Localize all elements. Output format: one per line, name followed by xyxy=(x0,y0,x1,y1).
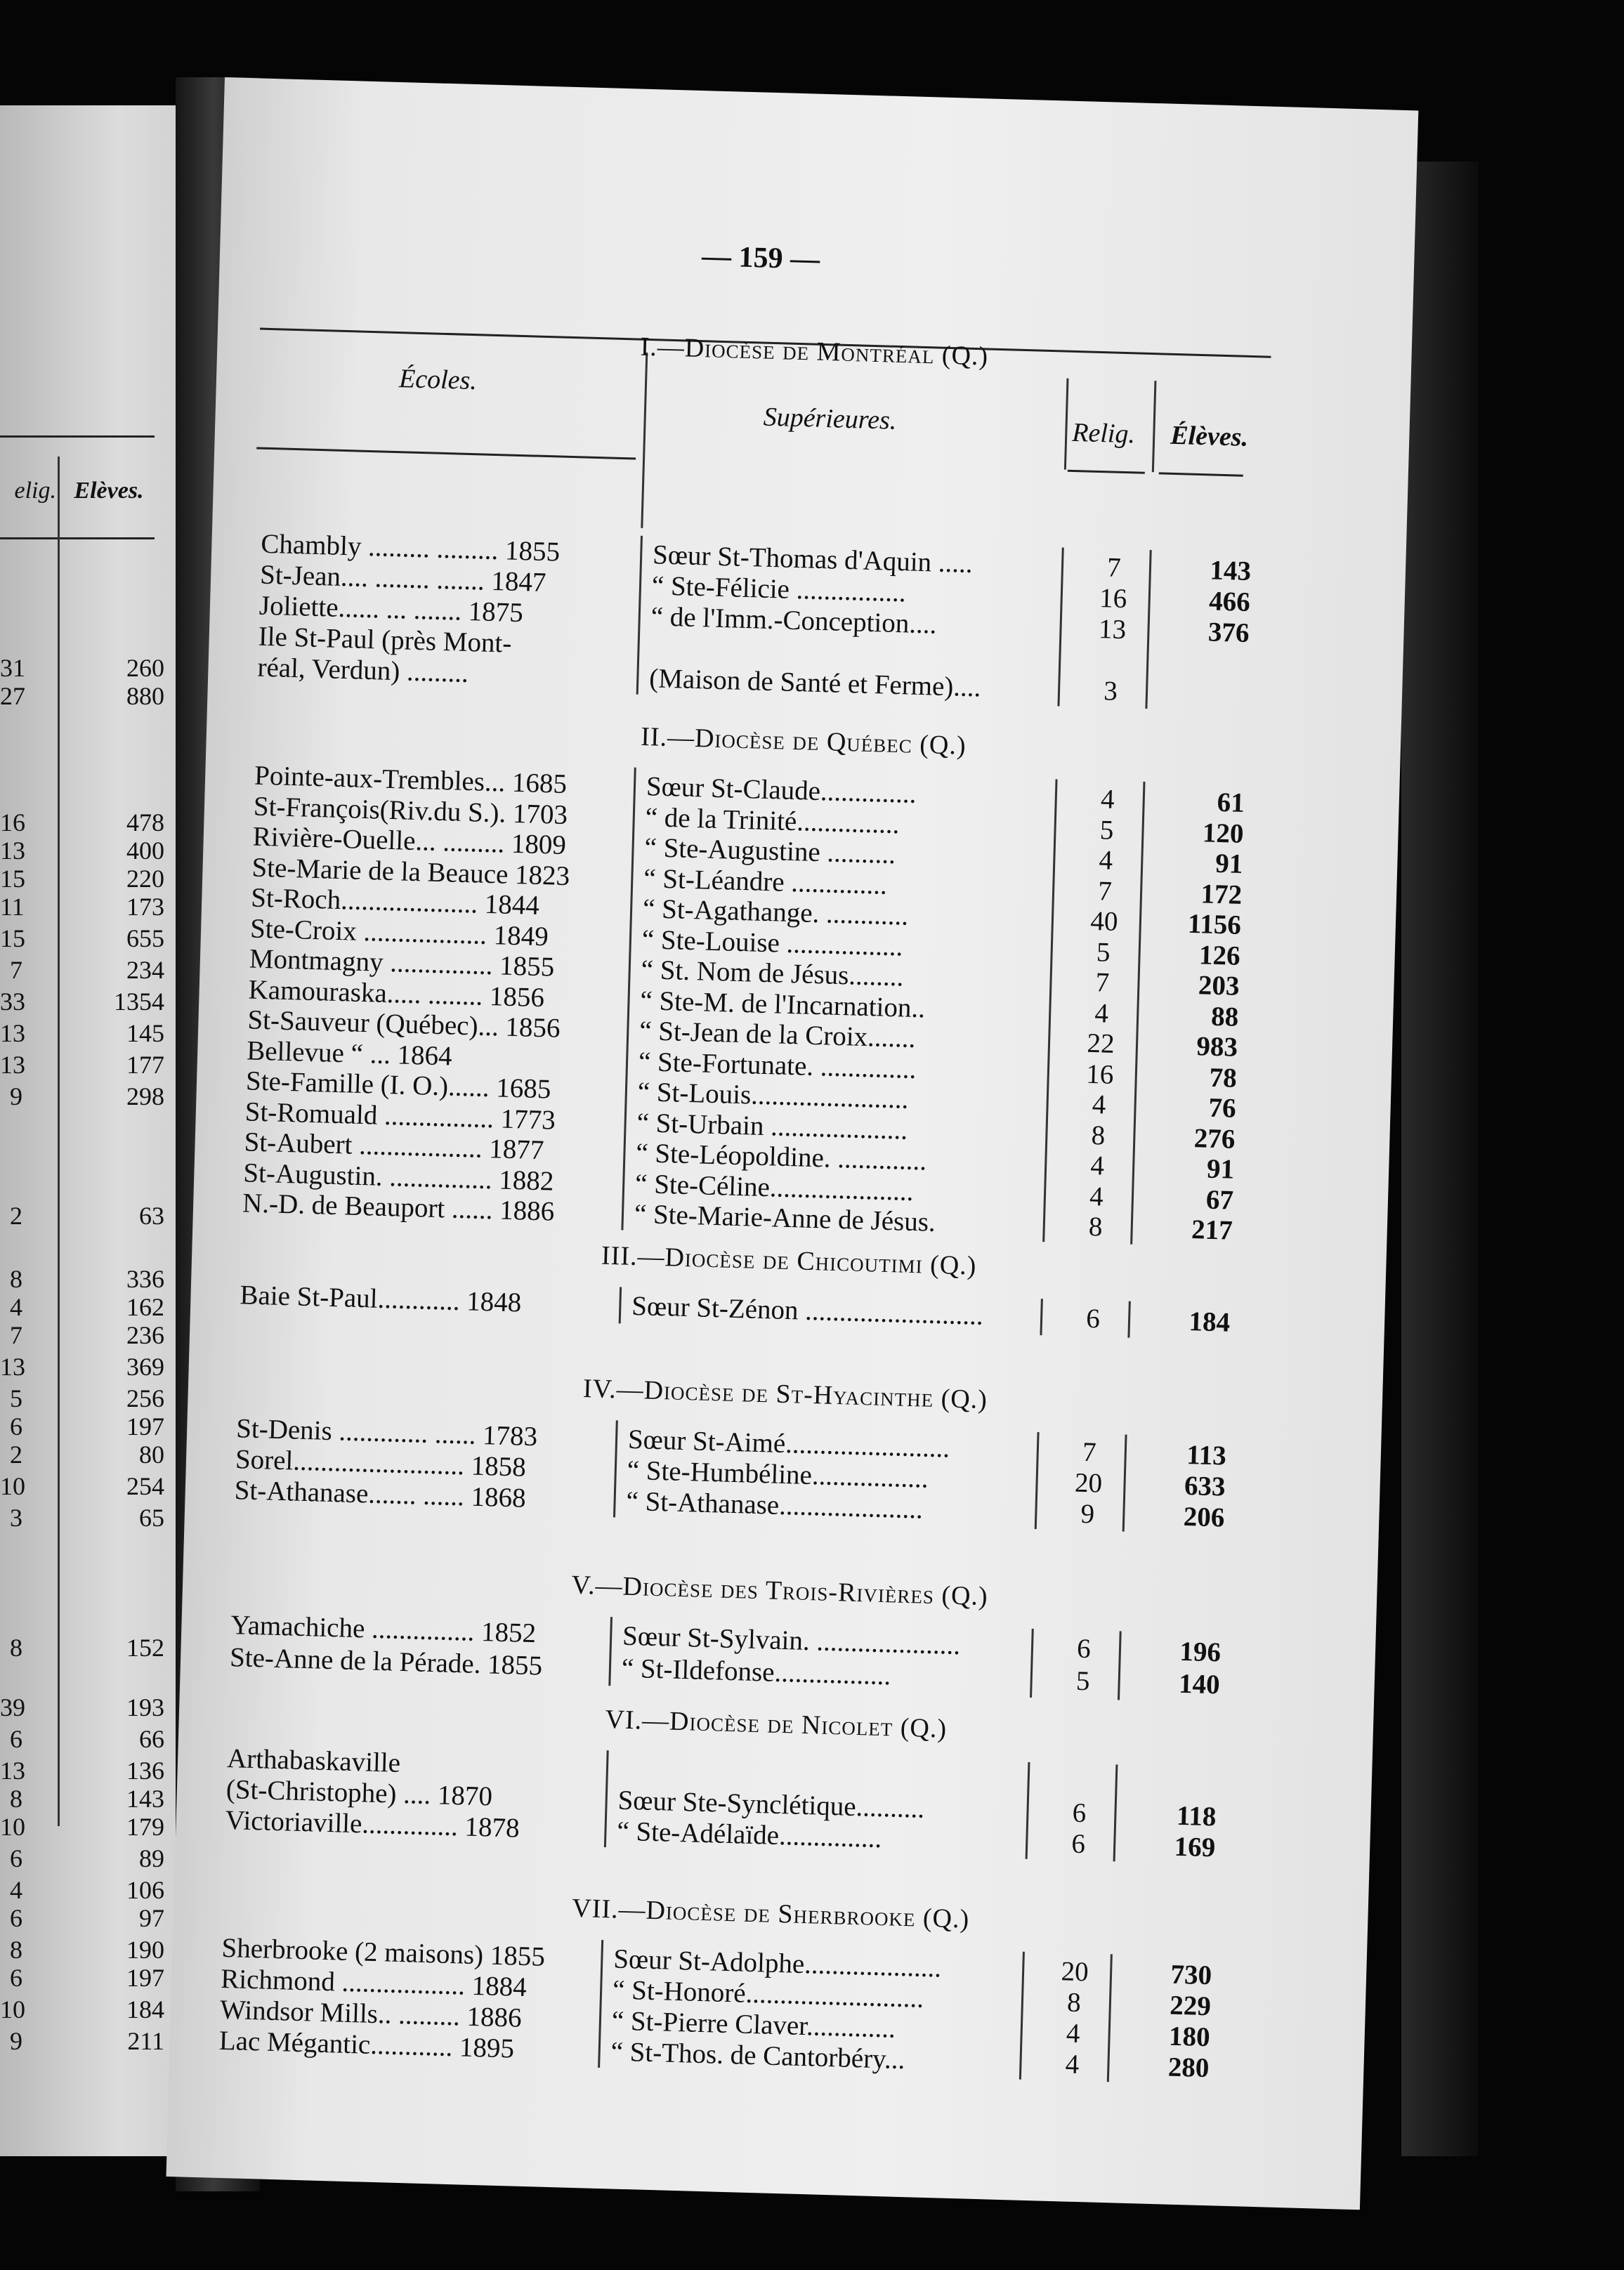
left-table-row xyxy=(0,836,183,867)
left-relig-cell: 7 xyxy=(10,1321,22,1349)
left-table-row xyxy=(0,1440,183,1471)
header-rule-ecoles xyxy=(256,447,636,459)
school-cell: Joliette...... ... ....... 1875 xyxy=(258,590,524,629)
left-header-rule xyxy=(0,537,155,539)
eleves-cell: 120 xyxy=(1202,817,1245,849)
left-table-row xyxy=(0,1693,183,1724)
left-eleves-cell: 162 xyxy=(126,1293,164,1321)
left-eleves-cell: 143 xyxy=(126,1785,164,1813)
left-table-row xyxy=(0,1384,183,1415)
left-relig-cell: 2 xyxy=(10,1441,22,1469)
left-table-row xyxy=(0,924,183,954)
superieure-cell: “ St-Thos. de Cantorbéry... xyxy=(610,2036,905,2075)
header-superieures: Supérieures. xyxy=(763,402,897,435)
relig-cell: 22 xyxy=(1086,1028,1115,1059)
left-table-row xyxy=(0,2026,183,2057)
relig-cell: 3 xyxy=(1103,676,1118,707)
left-table-row xyxy=(0,1503,183,1534)
relig-cell xyxy=(1049,1766,1112,1768)
left-relig-cell: 33 xyxy=(0,988,25,1016)
relig-cell: 7 xyxy=(1106,552,1122,583)
eleves-cell: 113 xyxy=(1186,1440,1227,1471)
left-table-row xyxy=(0,653,183,684)
relig-cell: 7 xyxy=(1097,875,1113,907)
header-relig: Relig. xyxy=(1071,417,1136,450)
school-cell: St-Athanase....... ...... 1868 xyxy=(234,1475,527,1514)
relig-cell: 7 xyxy=(1095,967,1110,998)
superieure-cell: “ St-Athanase..................... xyxy=(626,1485,924,1525)
school-cell: St-Denis ............. ...... 1783 xyxy=(235,1413,538,1452)
superieure-cell: Sœur St-Thomas d'Aquin ..... xyxy=(652,539,974,579)
relig-cell: 6 xyxy=(1085,1303,1101,1334)
left-relig-cell: 6 xyxy=(10,1725,22,1753)
eleves-cell: 180 xyxy=(1168,2021,1211,2053)
eleves-cell: 172 xyxy=(1200,878,1243,910)
eleves-cell: 118 xyxy=(1176,1800,1217,1832)
relig-cell: 13 xyxy=(1098,614,1127,645)
left-eleves-cell: 177 xyxy=(126,1051,164,1079)
left-eleves-cell: 336 xyxy=(126,1265,164,1293)
left-eleves-cell: 369 xyxy=(126,1353,164,1381)
header-ecoles: Écoles. xyxy=(398,364,478,396)
eleves-cell: 140 xyxy=(1178,1668,1221,1700)
school-cell: St-Aubert .................. 1877 xyxy=(244,1127,544,1166)
page-edge xyxy=(1401,162,1479,2156)
superieure-cell xyxy=(620,1754,1013,1765)
header-rule-relig xyxy=(1068,470,1145,474)
left-relig-cell: 27 xyxy=(0,682,25,710)
eleves-cell: 76 xyxy=(1207,1092,1237,1124)
eleves-cell: 730 xyxy=(1170,1959,1212,1991)
school-cell: Ste-Famille (I. O.)...... 1685 xyxy=(245,1065,551,1105)
relig-cell: 4 xyxy=(1065,2049,1080,2080)
left-eleves-cell: 179 xyxy=(126,1813,164,1841)
left-relig-cell: 4 xyxy=(10,1876,22,1904)
superieure-cell: “ St-Agathange. ............ xyxy=(642,893,909,931)
superieure-cell: “ Ste-Marie-Anne de Jésus. xyxy=(634,1198,936,1238)
school-cell: St-Roch.................... 1844 xyxy=(250,882,540,921)
eleves-cell: 88 xyxy=(1210,1001,1239,1032)
eleves-cell: 196 xyxy=(1179,1636,1222,1668)
left-relig-cell: 8 xyxy=(10,1936,22,1964)
left-eleves-cell: 400 xyxy=(126,837,164,865)
superieure-cell: “ St-Léandre .............. xyxy=(643,862,888,900)
superieure-cell: “ St. Nom de Jésus........ xyxy=(641,954,904,992)
relig-cell: 5 xyxy=(1096,936,1111,968)
superieure-cell: “ Ste-Humbéline................. xyxy=(627,1455,929,1494)
left-eleves-cell: 880 xyxy=(126,682,164,710)
school-cell: St-Sauveur (Québec)... 1856 xyxy=(247,1004,561,1044)
left-relig-cell: 11 xyxy=(0,893,25,921)
relig-cell: 4 xyxy=(1089,1181,1104,1212)
left-relig-cell: 13 xyxy=(0,1019,25,1047)
superieure-cell: “ St-Urbain .................... xyxy=(636,1107,908,1146)
relig-cell: 20 xyxy=(1061,1956,1089,1988)
superieure-cell: “ St-Ildefonse................. xyxy=(621,1653,891,1691)
school-cell: Lac Mégantic............ 1895 xyxy=(218,2025,515,2064)
left-relig-header: elig. xyxy=(14,478,56,504)
left-eleves-cell: 97 xyxy=(139,1904,164,1932)
superieure-cell: Sœur St-Claude.............. xyxy=(646,771,917,809)
relig-cell: 6 xyxy=(1072,1797,1087,1829)
eleves-cell: 376 xyxy=(1207,617,1250,649)
left-table-row xyxy=(0,1471,183,1502)
school-cell: Ste-Marie de la Beauce 1823 xyxy=(251,852,570,891)
eleves-cell xyxy=(1133,1768,1217,1770)
left-relig-cell: 8 xyxy=(10,1634,22,1662)
left-relig-cell: 39 xyxy=(0,1693,25,1721)
school-cell: Ste-Croix .................. 1849 xyxy=(249,912,549,952)
relig-cell: 4 xyxy=(1100,784,1115,815)
left-eleves-cell: 65 xyxy=(139,1504,164,1532)
superieure-cell: “ Ste-Augustine .......... xyxy=(644,832,896,870)
school-cell: St-François(Riv.du S.). 1703 xyxy=(253,791,568,830)
eleves-cell: 1156 xyxy=(1187,908,1242,940)
relig-cell: 5 xyxy=(1099,814,1114,846)
superieure-cell: “ Ste-M. de l'Incarnation.. xyxy=(639,985,926,1023)
left-table-row xyxy=(0,955,183,986)
superieure-cell: “ St-Jean de la Croix....... xyxy=(639,1016,916,1054)
relig-cell: 4 xyxy=(1092,1089,1106,1120)
superieure-cell: (Maison de Santé et Ferme).... xyxy=(648,663,981,703)
left-table-row xyxy=(0,1875,183,1906)
left-table-row xyxy=(0,892,183,923)
left-eleves-cell: 260 xyxy=(126,654,164,682)
left-table-row xyxy=(0,1963,183,1994)
superieure-cell: “ St-Honoré.......................... xyxy=(612,1974,924,2014)
superieure-cell: Sœur St-Adolphe.................... xyxy=(613,1943,942,1983)
relig-cell: 16 xyxy=(1085,1058,1114,1090)
diocese-title xyxy=(217,320,1412,383)
left-relig-cell: 4 xyxy=(10,1293,22,1321)
left-table-row xyxy=(0,1756,183,1787)
left-eleves-cell: 256 xyxy=(126,1384,164,1412)
school-cell: Arthabaskaville xyxy=(226,1743,401,1778)
school-cell: Chambly ......... ......... 1855 xyxy=(260,528,561,568)
left-eleves-cell: 136 xyxy=(126,1757,164,1785)
relig-cell: 6 xyxy=(1070,1828,1086,1860)
left-relig-cell: 13 xyxy=(0,837,25,865)
school-cell: Windsor Mills.. ......... 1886 xyxy=(219,1994,523,2033)
left-relig-cell: 6 xyxy=(10,1844,22,1872)
left-eleves-cell: 220 xyxy=(126,865,164,893)
relig-cell: 8 xyxy=(1066,1987,1082,2019)
left-table-row xyxy=(0,1352,183,1383)
left-table-row xyxy=(0,1412,183,1443)
left-relig-cell: 16 xyxy=(0,808,25,837)
school-cell: Baie St-Paul............ 1848 xyxy=(239,1280,522,1318)
left-table-row xyxy=(0,1784,183,1815)
eleves-cell: 91 xyxy=(1206,1153,1235,1185)
left-eleves-cell: 173 xyxy=(126,893,164,921)
eleves-cell: 217 xyxy=(1191,1214,1233,1246)
left-relig-cell: 9 xyxy=(10,1082,22,1110)
left-table-row xyxy=(0,1018,183,1049)
left-eleves-cell: 254 xyxy=(126,1472,164,1500)
superieure-cell: “ St-Pierre Claver............. xyxy=(611,2005,896,2044)
superieure-cell: Sœur St-Sylvain. ..................... xyxy=(622,1620,961,1661)
superieure-cell: Sœur Ste-Synclétique.......... xyxy=(617,1785,925,1824)
relig-cell: 40 xyxy=(1089,905,1119,937)
school-cell: St-Jean.... ........ ....... 1847 xyxy=(259,559,547,598)
left-eleves-cell: 66 xyxy=(139,1725,164,1753)
relig-cell: 8 xyxy=(1088,1211,1104,1242)
relig-cell: 6 xyxy=(1076,1633,1092,1665)
eleves-cell: 143 xyxy=(1209,555,1252,587)
school-cell: St-Augustin. ............... 1882 xyxy=(242,1157,554,1197)
main-page xyxy=(166,77,1419,2210)
relig-cell: 4 xyxy=(1066,2018,1081,2049)
left-eleves-cell: 1354 xyxy=(114,988,164,1016)
eleves-cell: 67 xyxy=(1205,1184,1234,1216)
eleves-cell: 203 xyxy=(1198,970,1240,1002)
superieure-cell: Sœur St-Zénon .......................... xyxy=(631,1290,984,1331)
school-cell: réal, Verdun) ......... xyxy=(256,652,469,689)
school-cell: Richmond .................. 1884 xyxy=(220,1963,528,2003)
diocese-title-text: I.—Diocèse de Montréal (Q.) xyxy=(640,332,989,372)
superieure-cell: “ Ste-Adélaïde............... xyxy=(616,1816,882,1854)
left-eleves-cell: 63 xyxy=(139,1202,164,1230)
eleves-cell: 206 xyxy=(1183,1501,1225,1533)
superieure-cell: “ St-Louis....................... xyxy=(637,1076,910,1115)
header-rule-eleves xyxy=(1159,472,1243,476)
school-cell: Ste-Anne de la Pérade. 1855 xyxy=(229,1642,543,1681)
eleves-cell: 169 xyxy=(1174,1831,1216,1863)
diocese-title-text: VII.—Diocèse de Sherbrooke (Q.) xyxy=(571,1893,970,1934)
school-cell: Victoriaville.............. 1878 xyxy=(225,1804,520,1844)
eleves-cell: 229 xyxy=(1169,1990,1212,2022)
left-page xyxy=(0,105,197,2156)
left-relig-cell: 10 xyxy=(0,1995,25,2023)
superieure-cell: Sœur St-Aimé........................ xyxy=(627,1424,950,1464)
relig-cell: 4 xyxy=(1099,845,1113,876)
school-cell: Pointe-aux-Trembles... 1685 xyxy=(254,760,568,799)
relig-cell: 7 xyxy=(1082,1436,1097,1468)
left-eleves-cell: 197 xyxy=(126,1412,164,1441)
relig-cell: 4 xyxy=(1089,1150,1105,1181)
left-relig-cell: 13 xyxy=(0,1051,25,1079)
relig-cell: 16 xyxy=(1099,583,1127,615)
left-table-row xyxy=(0,987,183,1018)
eleves-cell: 276 xyxy=(1193,1122,1236,1155)
left-relig-cell: 7 xyxy=(10,956,22,984)
school-cell: St-Romuald ................ 1773 xyxy=(244,1096,556,1136)
left-table-row xyxy=(0,1935,183,1966)
left-relig-cell: 9 xyxy=(10,2027,22,2055)
left-eleves-cell: 193 xyxy=(126,1693,164,1721)
eleves-cell: 983 xyxy=(1196,1031,1238,1063)
left-table-row xyxy=(0,1844,183,1875)
left-eleves-cell: 655 xyxy=(126,924,164,952)
left-table-row xyxy=(0,681,183,712)
diocese-title-text: VI.—Diocèse de Nicolet (Q.) xyxy=(604,1705,948,1744)
school-cell: Ile St-Paul (près Mont- xyxy=(258,621,512,659)
school-cell: Sherbrooke (2 maisons) 1855 xyxy=(221,1932,546,1972)
left-relig-cell: 2 xyxy=(10,1202,22,1230)
left-relig-cell: 8 xyxy=(10,1785,22,1813)
left-eleves-header: Elèves. xyxy=(74,478,144,504)
left-table-row xyxy=(0,1995,183,2026)
eleves-cell: 78 xyxy=(1209,1062,1238,1094)
left-eleves-cell: 478 xyxy=(126,808,164,837)
left-table-row xyxy=(0,1201,183,1232)
eleves-cell: 91 xyxy=(1214,848,1243,879)
eleves-cell: 466 xyxy=(1208,586,1251,618)
relig-cell: 20 xyxy=(1074,1467,1103,1499)
left-relig-cell: 8 xyxy=(10,1265,22,1293)
page-number: — 159 — xyxy=(701,240,820,276)
left-relig-cell: 15 xyxy=(0,924,25,952)
school-cell: Yamachiche ............... 1852 xyxy=(230,1610,537,1649)
left-table-row xyxy=(0,1050,183,1081)
left-table-row xyxy=(0,1292,183,1323)
left-top-rule xyxy=(0,435,155,438)
left-relig-cell: 6 xyxy=(10,1412,22,1441)
left-relig-cell: 15 xyxy=(0,865,25,893)
left-table-row xyxy=(0,1724,183,1755)
left-relig-cell: 6 xyxy=(10,1904,22,1932)
left-eleves-cell: 190 xyxy=(126,1936,164,1964)
left-relig-cell: 5 xyxy=(10,1384,22,1412)
superieure-cell: “ Ste-Céline..................... xyxy=(634,1168,915,1207)
school-cell: N.-D. de Beauport ...... 1886 xyxy=(242,1188,555,1227)
diocese-title-text: V.—Diocèse des Trois-Rivières (Q.) xyxy=(571,1570,989,1612)
left-eleves-cell: 80 xyxy=(139,1441,164,1469)
left-table-row xyxy=(0,1082,183,1113)
header-divider-2 xyxy=(1064,379,1069,470)
eleves-cell: 184 xyxy=(1188,1306,1231,1338)
header-eleves: Élèves. xyxy=(1170,420,1249,452)
diocese-title-text: II.—Diocèse de Québec (Q.) xyxy=(640,721,967,761)
superieure-cell: “ Ste-Fortunate. .............. xyxy=(638,1046,917,1084)
diocese-title-text: III.—Diocèse de Chicoutimi (Q.) xyxy=(601,1240,977,1281)
left-eleves-cell: 184 xyxy=(126,1995,164,2023)
left-eleves-cell: 197 xyxy=(126,1964,164,1992)
left-eleves-cell: 152 xyxy=(126,1634,164,1662)
left-table-row xyxy=(0,808,183,839)
school-cell: Rivière-Ouelle... ......... 1809 xyxy=(252,821,567,860)
relig-cell: 5 xyxy=(1075,1665,1091,1697)
left-table-row xyxy=(0,1812,183,1843)
left-relig-cell: 3 xyxy=(10,1504,22,1532)
left-table-row xyxy=(0,1633,183,1664)
school-cell: Montmagny ............... 1855 xyxy=(249,943,555,983)
superieure-cell: “ Ste-Félicie ................ xyxy=(651,570,907,608)
school-cell: (St-Christophe) .... 1870 xyxy=(225,1774,493,1812)
school-cell: Bellevue “ ... 1864 xyxy=(246,1035,453,1072)
left-eleves-cell: 89 xyxy=(139,1844,164,1872)
left-eleves-cell: 145 xyxy=(126,1019,164,1047)
relig-cell: 4 xyxy=(1094,997,1109,1029)
left-relig-cell: 31 xyxy=(0,654,25,682)
left-eleves-cell: 211 xyxy=(127,2027,164,2055)
eleves-cell: 280 xyxy=(1167,2052,1210,2084)
left-eleves-cell: 236 xyxy=(126,1321,164,1349)
school-cell: Sorel......................... 1858 xyxy=(235,1444,527,1483)
header-divider-1 xyxy=(641,353,648,528)
left-relig-cell: 10 xyxy=(0,1472,25,1500)
superieure-cell: “ Ste-Léopoldine. ............. xyxy=(635,1137,927,1176)
diocese-title-text: IV.—Diocèse de St-Hyacinthe (Q.) xyxy=(582,1373,988,1415)
superieure-cell: “ de l'Imm.-Conception.... xyxy=(650,601,937,640)
left-eleves-cell: 234 xyxy=(126,956,164,984)
left-eleves-cell: 298 xyxy=(126,1082,164,1110)
superieure-cell: “ de la Trinité............... xyxy=(645,801,901,839)
left-relig-cell: 10 xyxy=(0,1813,25,1841)
relig-cell: 8 xyxy=(1091,1120,1106,1151)
relig-cell: 9 xyxy=(1080,1498,1095,1530)
eleves-cell: 633 xyxy=(1184,1470,1226,1502)
left-table-row xyxy=(0,1903,183,1934)
left-relig-cell: 6 xyxy=(10,1964,22,1992)
left-relig-cell: 13 xyxy=(0,1353,25,1381)
left-table-row xyxy=(0,864,183,895)
left-relig-cell: 13 xyxy=(0,1757,25,1785)
header-divider-3 xyxy=(1152,381,1157,472)
left-table-row xyxy=(0,1264,183,1295)
left-eleves-cell: 106 xyxy=(126,1876,164,1904)
eleves-cell: 61 xyxy=(1217,787,1245,818)
school-cell: Kamouraska..... ........ 1856 xyxy=(248,973,545,1013)
left-table-row xyxy=(0,1320,183,1351)
superieure-cell: “ Ste-Louise ................. xyxy=(641,924,903,962)
eleves-cell: 126 xyxy=(1198,939,1241,971)
